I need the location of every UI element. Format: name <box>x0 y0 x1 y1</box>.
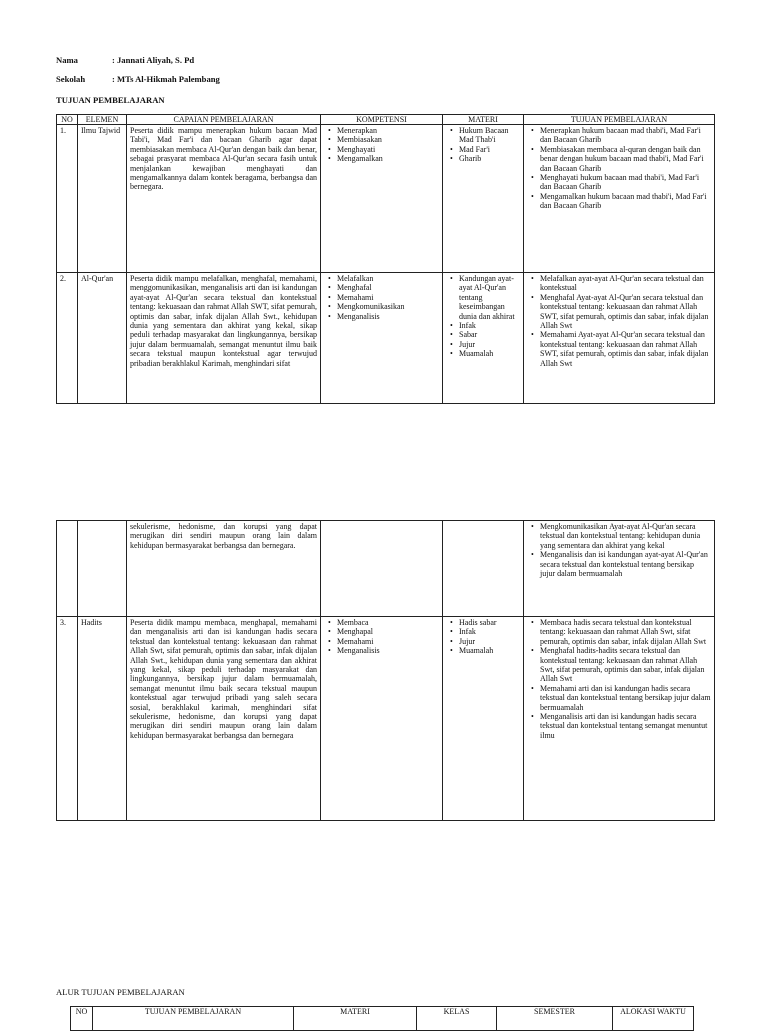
list-item: • Menerapkan hukum bacaan mad thabi'i, Mad Far'i dan Bacaan Gharib <box>540 126 711 145</box>
list-item: • Jujur <box>459 637 520 646</box>
list-item: • Mengkomunikasikan Ayat-ayat Al-Qur'an secara tekstual dan kontekstual tentang: kehidupan dunia yang sementara dan akhirat yang kekal <box>540 522 711 550</box>
list-item: • Membaca hadis secara tekstual dan kontekstual tentang: kekuasaan dan rahmat Allah Swt, sifat pemurah, optimis dan sabar, infak dijalan Allah Swt <box>540 618 711 646</box>
row-tujuan <box>524 273 715 404</box>
col-header-tujuan: TUJUAN PEMBELAJARAN <box>524 115 715 125</box>
row-materi <box>443 521 524 617</box>
table-row <box>57 125 715 273</box>
list-item: • Hukum Bacaan Mad Thab'i <box>459 126 520 145</box>
tujuan-list <box>527 126 711 211</box>
table-row <box>57 617 715 821</box>
row-kompetensi <box>321 521 443 617</box>
kompetensi-list <box>324 274 439 321</box>
col-header-elemen: ELEMEN <box>78 115 127 125</box>
list-item: • Jujur <box>459 340 520 349</box>
school-value: : MTs Al-Hikmah Palembang <box>112 74 220 84</box>
list-item: • Menghayati hukum bacaan mad thabi'i, Mad Far'i dan Bacaan Gharib <box>540 173 711 192</box>
list-item: • Sabar <box>459 330 520 339</box>
list-item: • Melafalkan <box>337 274 439 283</box>
col-header-materi: MATERI <box>294 1007 417 1031</box>
school-line <box>56 74 356 85</box>
list-item: • Mad Far'i <box>459 145 520 154</box>
row-tujuan <box>524 125 715 273</box>
row-no: 1. <box>57 125 78 273</box>
list-item: • Membaca <box>337 618 439 627</box>
list-item: • Hadis sabar <box>459 618 520 627</box>
list-item: • Gharib <box>459 154 520 163</box>
row-capaian: Peserta didik mampu menerapkan hukum bacaan Mad Tabi'i, Mad Far'i dan bacaan Gharib agar dapat membiasakan membaca Al-Qur'an dengan baik dan benar, sebagai prasyarat membaca Al-Qur'an secara fasih untuk menjalankan kewajiban menghayati dan mengamalkannya dalam kontek beragama, berbangsa dan bernegara. <box>127 125 321 273</box>
list-item: • Menganalisis arti dan isi kandungan hadis secara tekstual dan kontekstual tentang semangat menuntut ilmu <box>540 712 711 740</box>
list-item: • Menghafal hadits-hadits secara tekstual dan kontekstual tentang: kekuasaan dan rahmat Allah Swt, sifat pemurah, optimis dan sabar, infak dijalan Allah Swt <box>540 646 711 684</box>
section2-title: ALUR TUJUAN PEMBELAJARAN <box>56 987 185 997</box>
section-title: TUJUAN PEMBELAJARAN <box>56 95 165 105</box>
tujuan-list <box>527 618 711 740</box>
tujuan-list <box>527 274 711 368</box>
learning-objectives-table-continued <box>56 520 715 821</box>
row-no: 3. <box>57 617 78 821</box>
col-header-no: NO <box>71 1007 93 1031</box>
list-item: • Mengamalkan hukum bacaan mad thabi'i, Mad Far'i dan Bacaan Gharib <box>540 192 711 211</box>
col-header-kompetensi: KOMPETENSI <box>321 115 443 125</box>
list-item: • Menerapkan <box>337 126 439 135</box>
row-kompetensi <box>321 125 443 273</box>
col-header-semester: SEMESTER <box>497 1007 613 1031</box>
table-row <box>57 273 715 404</box>
row-elemen: Al-Qur'an <box>78 273 127 404</box>
row-elemen: Hadits <box>78 617 127 821</box>
row-materi <box>443 617 524 821</box>
row-no <box>57 521 78 617</box>
list-item: • Menganalisis dan isi kandungan ayat-ayat Al-Qur'an secara tekstual dan kontekstual tentang bersikap jujur dalam bermuamalah <box>540 550 711 578</box>
col-header-no: NO <box>57 115 78 125</box>
list-item: • Membiasakan <box>337 135 439 144</box>
list-item: • Melafalkan ayat-ayat Al-Qur'an secara tekstual dan kontekstual <box>540 274 711 293</box>
kompetensi-list <box>324 618 439 656</box>
name-value: : Jannati Aliyah, S. Pd <box>112 55 195 65</box>
name-label: Nama <box>56 55 78 65</box>
list-item: • Membiasakan membaca al-quran dengan baik dan benar dengan hukum bacaan mad thabi'i, Mad Far'i dan Bacaan Gharib <box>540 145 711 173</box>
materi-list <box>446 274 520 359</box>
col-header-alokasi: ALOKASI WAKTU <box>613 1007 694 1031</box>
col-header-materi: MATERI <box>443 115 524 125</box>
list-item: • Mengamalkan <box>337 154 439 163</box>
row-capaian: sekulerisme, hedonisme, dan korupsi yang dapat merugikan diri sendiri maupun orang lain dalam kehidupan bermasyarakat berbangsa dan bernegara. <box>127 521 321 617</box>
row-elemen: Ilmu Tajwid <box>78 125 127 273</box>
materi-list <box>446 126 520 164</box>
row-materi <box>443 125 524 273</box>
row-tujuan <box>524 617 715 821</box>
row-capaian: Peserta didik mampu membaca, menghapal, memahami dan menganalisis arti dan isi kandungan hadis secara tekstual dan kontekstual tentang: kekuasaan dan rahmat Allah Swt, sifat pemurah, optimis dan sabar, infak dijalan Allah Swt., kehidupan dunia yang sementara dan akhirat yang kekal, sikap peduli terhadap masyarakat dan lingkungannya, bersikap jujur dalam bermuamalah, semangat menuntut ilmu baik secara tekstual maupun kontekstual agar terwujud pribadi yang saleh secara sosial, berakhlakul karimah, menghindari sifat sekulerisme, hedonisme, dan korupsi yang dapat merugikan diri sendiri maupun orang lain dalam kehidupan bermasyarakat berbangsa dan bernegara <box>127 617 321 821</box>
list-item: • Muamalah <box>459 646 520 655</box>
table-row <box>57 521 715 617</box>
list-item: • Muamalah <box>459 349 520 358</box>
materi-list <box>446 618 520 656</box>
row-elemen <box>78 521 127 617</box>
list-item: • Memahami <box>337 637 439 646</box>
row-materi <box>443 273 524 404</box>
list-item: • Infak <box>459 321 520 330</box>
learning-flow-table <box>70 1006 694 1031</box>
name-line <box>56 55 356 66</box>
list-item: • Infak <box>459 627 520 636</box>
list-item: • Kandungan ayat-ayat Al-Qur'an tentang keseimbangan dunia dan akhirat <box>459 274 520 321</box>
list-item: • Memahami <box>337 293 439 302</box>
col-header-tujuan: TUJUAN PEMBELAJARAN <box>93 1007 294 1031</box>
kompetensi-list <box>324 126 439 164</box>
row-kompetensi <box>321 273 443 404</box>
row-no: 2. <box>57 273 78 404</box>
list-item: • Menghafal Ayat-ayat Al-Qur'an secara tekstual dan kontekstual tentang: kekuasaan dan rahmat Allah SWT, sifat pemurah, optimis dan sabar, infak dijalan Allah Swt <box>540 293 711 331</box>
col-header-kelas: KELAS <box>417 1007 497 1031</box>
row-kompetensi <box>321 617 443 821</box>
row-capaian: Peserta didik mampu melafalkan, menghafal, memahami, menggomunikasikan, menganalisis arti dan isi kandungan ayat-ayat Al-Qur'an secara tekstual dan kontekstual tentang: kekuasaan dan rahmat Allah SWT, sifat pemurah, optimis dan sabar, infak dijalan Allah Swt., kehidupan dunia yang sementara dan akhirat yang kekal, sikap peduli terhadap masyarakat dan lingkungannya, bersikap jujur dalam bermuamalah, semangat menuntut ilmu baik secara tekstual maupun kontekstual agar terwujud pribadian berakhlakul Karimah, menghindari sifat <box>127 273 321 404</box>
row-tujuan <box>524 521 715 617</box>
list-item: • Menganalisis <box>337 312 439 321</box>
learning-objectives-table <box>56 114 715 404</box>
list-item: • Memahami Ayat-ayat Al-Qur'an secara tekstual dan kontekstual tentang: kekuasaan dan rahmat Allah SWT, sifat pemurah, optimis dan sabar, infak dijalan Allah Swt <box>540 330 711 368</box>
table-header-row <box>57 115 715 125</box>
table-header-row <box>71 1007 694 1031</box>
school-label: Sekolah <box>56 74 86 84</box>
list-item: • Menghafal <box>337 283 439 292</box>
list-item: • Memahami arti dan isi kandungan hadis secara tekstual dan kontekstual tentang bersikap jujur dalam bermuamalah <box>540 684 711 712</box>
tujuan-list <box>527 522 711 578</box>
list-item: • Menghapal <box>337 627 439 636</box>
list-item: • Menganalisis <box>337 646 439 655</box>
list-item: • Menghayati <box>337 145 439 154</box>
list-item: • Mengkomunikasikan <box>337 302 439 311</box>
col-header-capaian: CAPAIAN PEMBELAJARAN <box>127 115 321 125</box>
